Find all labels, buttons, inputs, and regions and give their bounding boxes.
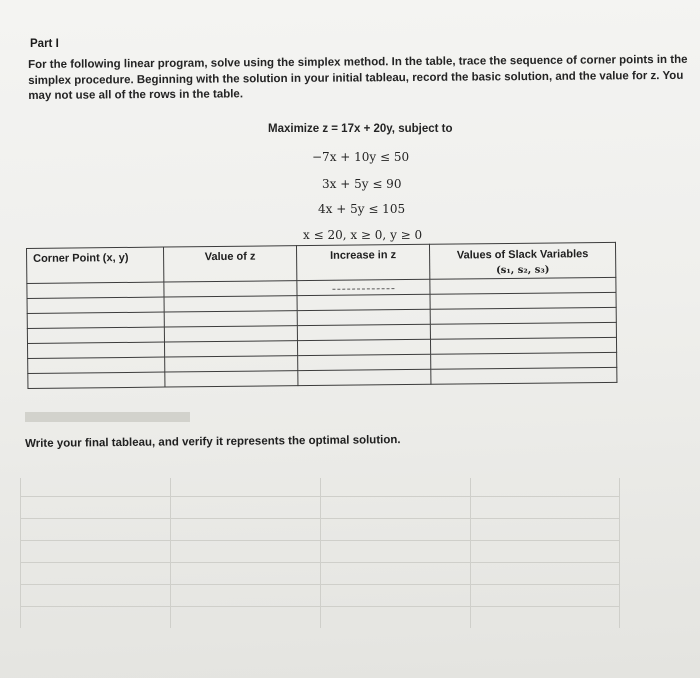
table-body: [27, 277, 617, 388]
header-value-of-z: Value of z: [163, 246, 296, 282]
table-cell[interactable]: [28, 357, 165, 373]
slack-title: Values of Slack Variables: [456, 248, 589, 262]
table-cell[interactable]: [164, 281, 297, 297]
constraint-4: x ≤ 20, x ≥ 0, y ≥ 0: [303, 228, 423, 242]
grid-line: [170, 478, 171, 628]
table-cell[interactable]: [164, 311, 297, 327]
instructions-paragraph: For the following linear program, solve using the simplex method. In the table, trace the sequence of corner points in the simplex procedure. Beginning with the solution in your initial tableau, record the basic solution, and the value for z. You may not use all of the rows in the table.: [28, 53, 688, 102]
table-cell[interactable]: [27, 282, 164, 298]
grid-line: [320, 478, 321, 628]
table-cell[interactable]: [297, 294, 430, 310]
slack-vars: (s₁, s₂, s₃): [495, 264, 550, 277]
table-cell[interactable]: [298, 354, 431, 370]
table-cell[interactable]: [27, 327, 164, 343]
table-cell[interactable]: [27, 312, 164, 328]
table-header-row: [27, 242, 616, 283]
final-tableau-prompt: Write your final tableau, and verify it represents the optimal solution.: [25, 434, 401, 450]
table-cell[interactable]: [164, 341, 297, 357]
table-cell[interactable]: [165, 371, 298, 387]
header-increase-in-z: Increase in z: [296, 244, 429, 280]
part-title: Part I: [30, 38, 59, 50]
table-cell[interactable]: [28, 372, 165, 388]
constraint-2: 3x + 5y ≤ 90: [322, 177, 402, 191]
table-cell[interactable]: [165, 356, 298, 372]
bleed-through-smudge: [25, 412, 190, 422]
table-cell[interactable]: [164, 296, 297, 312]
grid-line: [619, 478, 620, 628]
table-cell[interactable]: [27, 297, 164, 313]
constraint-3: 4x + 5y ≤ 105: [318, 202, 406, 216]
table-cell[interactable]: [297, 309, 430, 325]
dashed-placeholder: [332, 288, 394, 290]
table-cell[interactable]: [431, 367, 617, 384]
table-cell[interactable]: [164, 326, 297, 342]
table-cell[interactable]: [28, 342, 165, 358]
header-slack-variables: [429, 242, 615, 279]
table-cell[interactable]: [297, 339, 430, 355]
table-cell[interactable]: [297, 279, 430, 295]
final-tableau-area: [20, 478, 620, 628]
grid-line: [20, 478, 21, 628]
corner-point-table: [26, 242, 617, 389]
grid-line: [470, 478, 471, 628]
objective-function: Maximize z = 17x + 20y, subject to: [268, 123, 453, 135]
table-cell[interactable]: [298, 369, 431, 385]
constraint-1: −7x + 10y ≤ 50: [312, 150, 410, 164]
header-corner-point: Corner Point (x, y): [27, 247, 164, 283]
table-cell[interactable]: [297, 324, 430, 340]
